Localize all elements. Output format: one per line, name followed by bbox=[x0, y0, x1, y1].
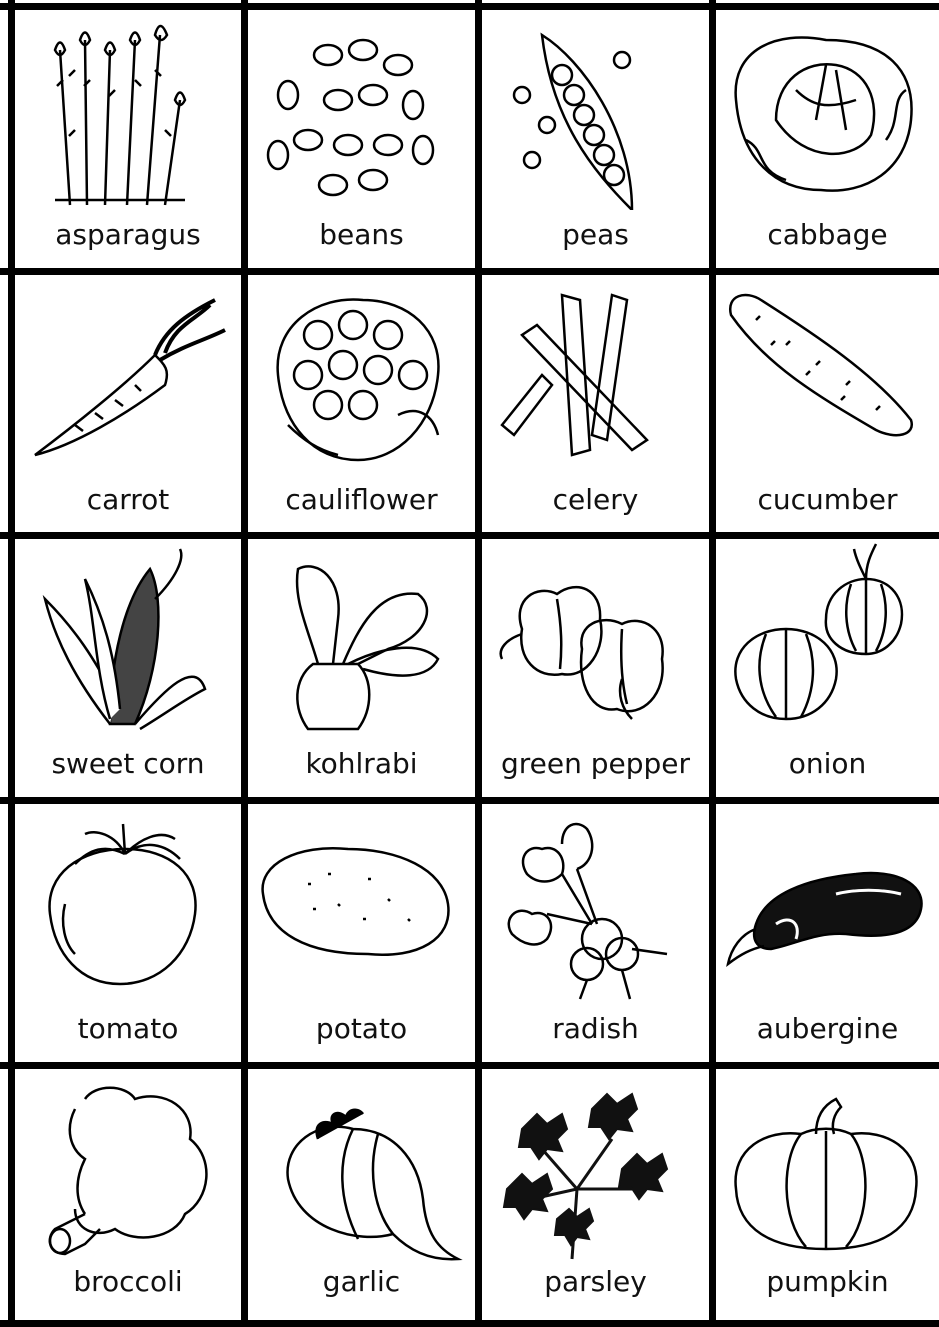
card-peas bbox=[482, 10, 709, 268]
card-aubergine bbox=[716, 804, 939, 1062]
card-sweet-corn bbox=[15, 539, 241, 797]
card-label: potato bbox=[315, 1012, 408, 1045]
card-label: sweet corn bbox=[51, 747, 205, 780]
card-beans bbox=[248, 10, 475, 268]
card-radish bbox=[482, 804, 709, 1062]
card-celery bbox=[482, 275, 709, 532]
card-label: garlic bbox=[322, 1265, 401, 1298]
card-label: green pepper bbox=[500, 747, 691, 780]
grid-line-vertical bbox=[709, 0, 716, 1326]
card-label: radish bbox=[552, 1012, 639, 1045]
beans-icon bbox=[248, 10, 475, 210]
grid-line-vertical bbox=[475, 0, 482, 1326]
grid-line-horizontal bbox=[0, 797, 939, 804]
celery-icon bbox=[482, 275, 709, 475]
grid-line-vertical bbox=[241, 0, 248, 1326]
broccoli-icon bbox=[15, 1069, 241, 1269]
pumpkin-icon bbox=[716, 1069, 939, 1269]
card-garlic bbox=[248, 1069, 475, 1320]
card-cauliflower bbox=[248, 275, 475, 532]
cauliflower-icon bbox=[248, 275, 475, 475]
card-cabbage bbox=[716, 10, 939, 268]
sweet-corn-icon bbox=[15, 539, 241, 739]
potato-icon bbox=[248, 804, 475, 1004]
card-label: celery bbox=[552, 483, 639, 516]
card-pumpkin bbox=[716, 1069, 939, 1320]
card-asparagus bbox=[15, 10, 241, 268]
aubergine-icon bbox=[716, 804, 939, 1004]
card-label: carrot bbox=[86, 483, 170, 516]
card-label: kohlrabi bbox=[305, 747, 418, 780]
grid-line-horizontal bbox=[0, 268, 939, 275]
card-label: cucumber bbox=[757, 483, 898, 516]
cabbage-icon bbox=[716, 10, 939, 210]
green-pepper-icon bbox=[482, 539, 709, 739]
card-label: onion bbox=[788, 747, 867, 780]
card-kohlrabi bbox=[248, 539, 475, 797]
cucumber-icon bbox=[716, 275, 939, 475]
card-label: asparagus bbox=[55, 218, 201, 251]
grid-line-horizontal bbox=[0, 3, 939, 10]
card-parsley bbox=[482, 1069, 709, 1320]
card-label: parsley bbox=[544, 1265, 647, 1298]
card-label: peas bbox=[562, 218, 629, 251]
card-label: pumpkin bbox=[766, 1265, 889, 1298]
garlic-icon bbox=[248, 1069, 475, 1269]
parsley-icon bbox=[482, 1069, 709, 1269]
kohlrabi-icon bbox=[248, 539, 475, 739]
card-potato bbox=[248, 804, 475, 1062]
radish-icon bbox=[482, 804, 709, 1004]
card-label: tomato bbox=[77, 1012, 179, 1045]
peas-icon bbox=[482, 10, 709, 210]
card-cucumber bbox=[716, 275, 939, 532]
grid-line-horizontal bbox=[0, 1062, 939, 1069]
tomato-icon bbox=[15, 804, 241, 1004]
carrot-icon bbox=[15, 275, 241, 475]
onion-icon bbox=[716, 539, 939, 739]
grid-line-horizontal bbox=[0, 532, 939, 539]
card-tomato bbox=[15, 804, 241, 1062]
card-label: broccoli bbox=[73, 1265, 183, 1298]
card-label: cabbage bbox=[767, 218, 888, 251]
card-label: cauliflower bbox=[285, 483, 438, 516]
asparagus-icon bbox=[15, 10, 241, 210]
card-broccoli bbox=[15, 1069, 241, 1320]
card-green-pepper bbox=[482, 539, 709, 797]
grid-line-vertical bbox=[8, 0, 15, 1326]
card-onion bbox=[716, 539, 939, 797]
card-label: beans bbox=[319, 218, 404, 251]
card-carrot bbox=[15, 275, 241, 532]
card-label: aubergine bbox=[756, 1012, 899, 1045]
